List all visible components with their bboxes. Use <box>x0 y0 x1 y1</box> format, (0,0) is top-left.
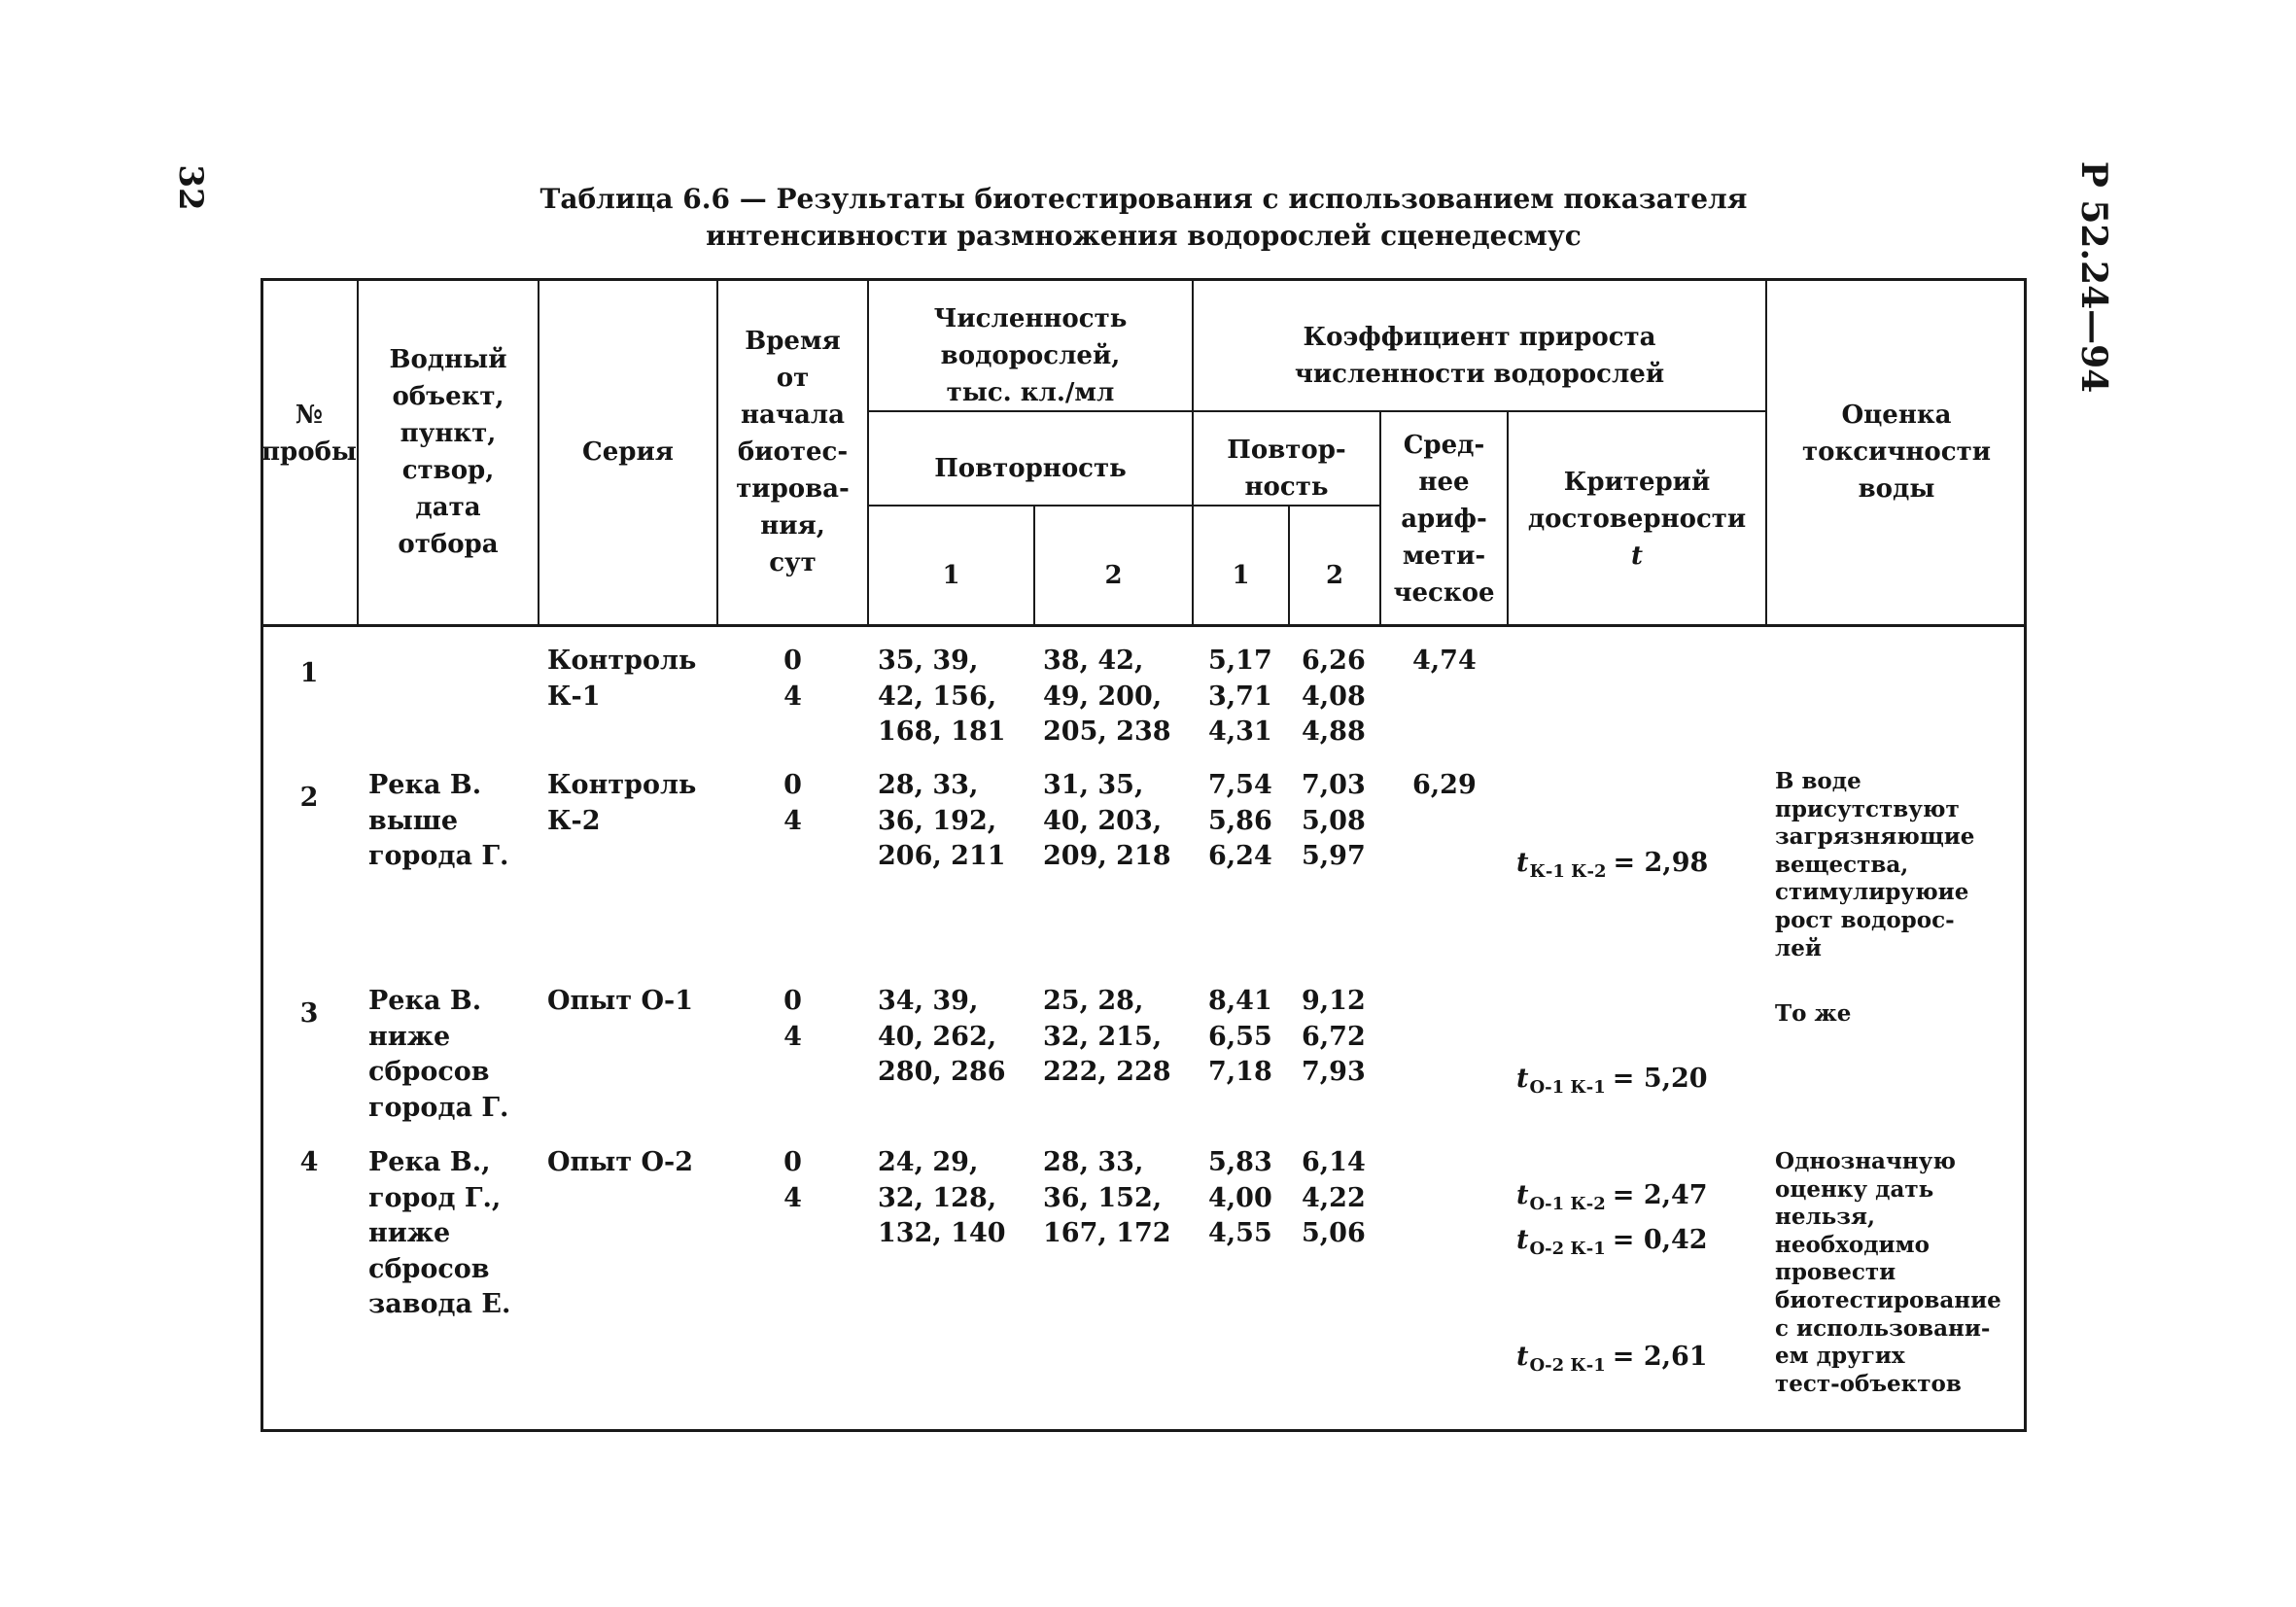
header-label: Критерий достоверности <box>1527 467 1747 534</box>
criterion-line <box>1516 1221 1708 1260</box>
criterion-value: = 2,98 <box>1613 848 1709 878</box>
series-cell: Опыт О-1 <box>547 986 693 1016</box>
header-algae-count <box>868 278 1193 411</box>
header-label: 2 <box>1325 561 1344 590</box>
header-label: Повтор- ность <box>1227 435 1346 502</box>
sample-number-cell: 1 <box>299 658 319 688</box>
coef-rep1-cell: 7,54 5,86 6,24 <box>1208 770 1272 871</box>
header-sample-number <box>261 278 358 626</box>
header-water-body <box>358 278 539 626</box>
header-time <box>717 278 868 626</box>
time-cell: 0 4 <box>783 770 802 836</box>
header-label: Сред- нее ариф- мети- ческое <box>1393 430 1495 608</box>
count-rep2-cell: 25, 28, 32, 215, 222, 228 <box>1043 986 1171 1087</box>
water-body-cell: Река В. ниже сбросов города Г. <box>368 986 509 1123</box>
header-series <box>539 278 717 626</box>
count-rep1-cell: 28, 33, 36, 192, 206, 211 <box>878 770 1006 871</box>
criterion-line <box>1516 1338 1708 1377</box>
criterion-cell <box>1516 1143 1708 1454</box>
mean-cell: 6,29 <box>1412 770 1477 800</box>
count-rep2-cell: 38, 42, 49, 200, 205, 238 <box>1043 646 1171 747</box>
header-coef-repetition <box>1193 411 1380 506</box>
coef-rep2-cell: 6,26 4,08 4,88 <box>1302 646 1366 747</box>
coef-rep2-cell: 7,03 5,08 5,97 <box>1302 770 1366 871</box>
time-cell: 0 4 <box>783 986 802 1052</box>
criterion-value: = 2,47 <box>1612 1180 1708 1210</box>
criterion-subscript: О-1 К-2 <box>1529 1194 1606 1214</box>
sample-number-cell: 4 <box>299 1147 319 1177</box>
header-criterion <box>1508 411 1766 626</box>
header-label: Серия <box>582 437 674 467</box>
mean-cell: 4,74 <box>1412 646 1477 676</box>
sample-number-cell: 2 <box>299 783 319 813</box>
header-label: Водный объект, пункт, створ, дата отбора <box>389 345 507 559</box>
time-cell: 0 4 <box>783 1147 802 1213</box>
table-row <box>261 768 2027 961</box>
criterion-symbol: t <box>1516 1342 1529 1372</box>
header-label: 2 <box>1104 561 1123 590</box>
table-title <box>261 181 2027 255</box>
header-label: № пробы <box>261 401 357 467</box>
table-title-line-2: интенсивности размножения водорослей сценедесмус <box>706 220 1582 252</box>
header-criterion-symbol: t <box>1630 541 1643 571</box>
series-cell: Опыт О-2 <box>547 1147 693 1177</box>
header-count-rep-2 <box>1034 506 1193 626</box>
table-row <box>261 644 2027 747</box>
coef-rep1-cell: 8,41 6,55 7,18 <box>1208 986 1272 1087</box>
count-rep1-cell: 34, 39, 40, 262, 280, 286 <box>878 986 1006 1087</box>
header-coef-rep-1 <box>1193 506 1289 626</box>
header-label: Численность водорослей, тыс. кл./мл <box>933 303 1128 407</box>
coef-rep2-cell: 6,14 4,22 5,06 <box>1302 1147 1366 1248</box>
assessment-cell: В воде присутствуют загрязняющие вещества, стимулируюие рост водорос- лей <box>1775 768 1975 961</box>
header-label: Коэффициент прироста численности водорослей <box>1294 322 1665 389</box>
criterion-subscript: О-2 К-1 <box>1529 1239 1606 1259</box>
count-rep1-cell: 35, 39, 42, 156, 168, 181 <box>878 646 1006 747</box>
assessment-cell: То же <box>1775 1000 1852 1027</box>
criterion-cell <box>1516 766 1708 961</box>
criterion-value: = 0,42 <box>1612 1225 1708 1255</box>
header-coef-rep-2 <box>1289 506 1380 626</box>
assessment-cell: Однозначную оценку дать нельзя, необходимо провести биотестирование с использовани- ем других тест-объектов <box>1775 1148 2001 1397</box>
header-label: 1 <box>1232 561 1250 590</box>
criterion-symbol: t <box>1516 1225 1529 1255</box>
criterion-symbol: t <box>1516 848 1529 878</box>
criterion-subscript: О-2 К-1 <box>1529 1355 1606 1376</box>
table-title-line-1: Таблица 6.6 — Результаты биотестирования с использованием показателя <box>539 183 1748 215</box>
criterion-value: = 5,20 <box>1612 1064 1708 1094</box>
time-cell: 0 4 <box>783 646 802 712</box>
coef-rep1-cell: 5,83 4,00 4,55 <box>1208 1147 1272 1248</box>
criterion-line <box>1516 844 1708 883</box>
header-count-repetition <box>868 411 1193 506</box>
criterion-line <box>1516 1060 1708 1099</box>
header-label: Время от начала биотес- тирова- ния, сут <box>736 327 850 577</box>
water-body-cell: Река В. выше города Г. <box>368 770 509 871</box>
results-table <box>261 278 2027 1432</box>
header-count-rep-1 <box>868 506 1034 626</box>
series-cell: Контроль К-1 <box>547 646 697 712</box>
header-mean <box>1380 411 1508 626</box>
page-number: 32 <box>171 164 210 211</box>
document-code: Р 52.24—94 <box>2073 160 2114 394</box>
header-label: 1 <box>942 561 960 590</box>
criterion-value: = 2,61 <box>1612 1342 1708 1372</box>
water-body-cell: Река В., город Г., ниже сбросов завода Е. <box>368 1147 511 1319</box>
count-rep2-cell: 28, 33, 36, 152, 167, 172 <box>1043 1147 1171 1248</box>
series-cell: Контроль К-2 <box>547 770 697 836</box>
criterion-subscript: О-1 К-1 <box>1529 1077 1606 1098</box>
header-label: Оценка токсичности воды <box>1802 401 1991 504</box>
criterion-symbol: t <box>1516 1180 1529 1210</box>
header-growth-coefficient <box>1193 278 1766 411</box>
table-rule <box>261 1429 2027 1432</box>
header-toxicity <box>1766 278 2027 626</box>
count-rep2-cell: 31, 35, 40, 203, 209, 218 <box>1043 770 1171 871</box>
sample-number-cell: 3 <box>299 998 319 1029</box>
coef-rep1-cell: 5,17 3,71 4,31 <box>1208 646 1272 747</box>
criterion-symbol: t <box>1516 1064 1529 1094</box>
header-label: Повторность <box>934 453 1127 483</box>
count-rep1-cell: 24, 29, 32, 128, 132, 140 <box>878 1147 1006 1248</box>
criterion-subscript: К-1 К-2 <box>1529 861 1607 882</box>
coef-rep2-cell: 9,12 6,72 7,93 <box>1302 986 1366 1087</box>
